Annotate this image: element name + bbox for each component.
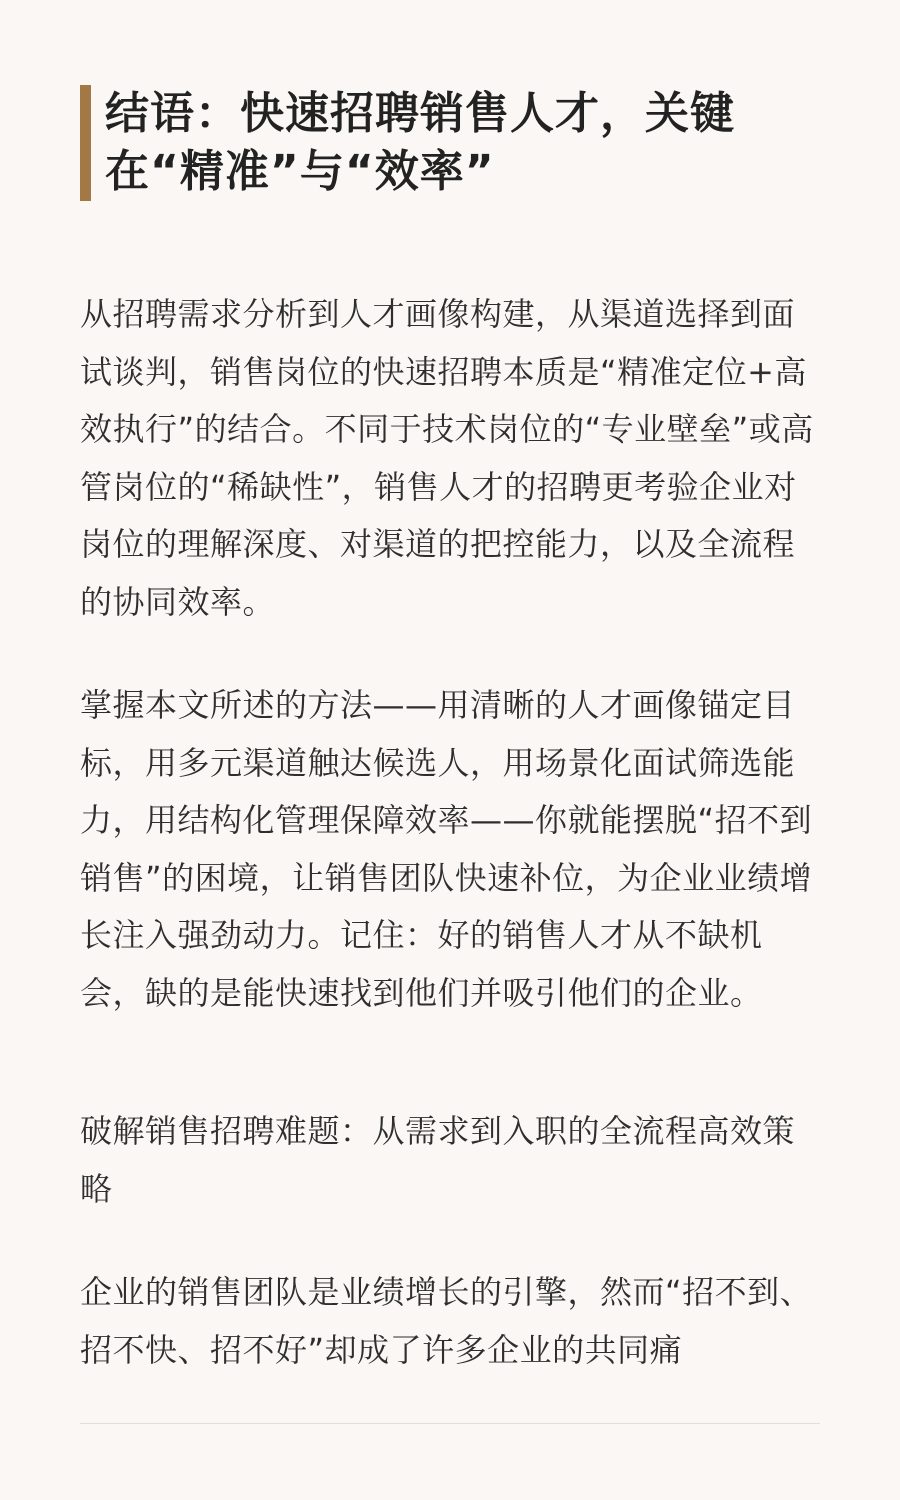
paragraph-next-intro: 企业的销售团队是业绩增长的引擎，然而“招不到、招不快、招不好”却成了许多企业的共同痛 bbox=[80, 1273, 813, 1369]
paragraph-methods: 掌握本文所述的方法——用清晰的人才画像锚定目标，用多元渠道触达候选人，用场景化面试筛选能力，用结构化管理保障效率——你就能摆脱“招不到销售”的困境，让销售团队快速补位，为企业业绩增长注入强劲动力。记住：好的销售人才从不缺机会，缺的是能快速找到他们并吸引他们的企业。 bbox=[80, 686, 813, 1012]
heading-accent-bar bbox=[80, 85, 91, 201]
section-title: 结语：快速招聘销售人才，关键在“精准”与“效率” bbox=[105, 88, 735, 197]
paragraph-next-title: 破解销售招聘难题：从需求到入职的全流程高效策略 bbox=[80, 1112, 796, 1208]
section-heading bbox=[80, 85, 820, 201]
bottom-divider bbox=[80, 1423, 820, 1424]
paragraph-summary: 从招聘需求分析到人才画像构建，从渠道选择到面试谈判，销售岗位的快速招聘本质是“精准定位+高效执行”的结合。不同于技术岗位的“专业壁垒”或高管岗位的“稀缺性”，销售人才的招聘更考验企业对岗位的理解深度、对渠道的把控能力，以及全流程的协同效率。 bbox=[80, 295, 814, 621]
